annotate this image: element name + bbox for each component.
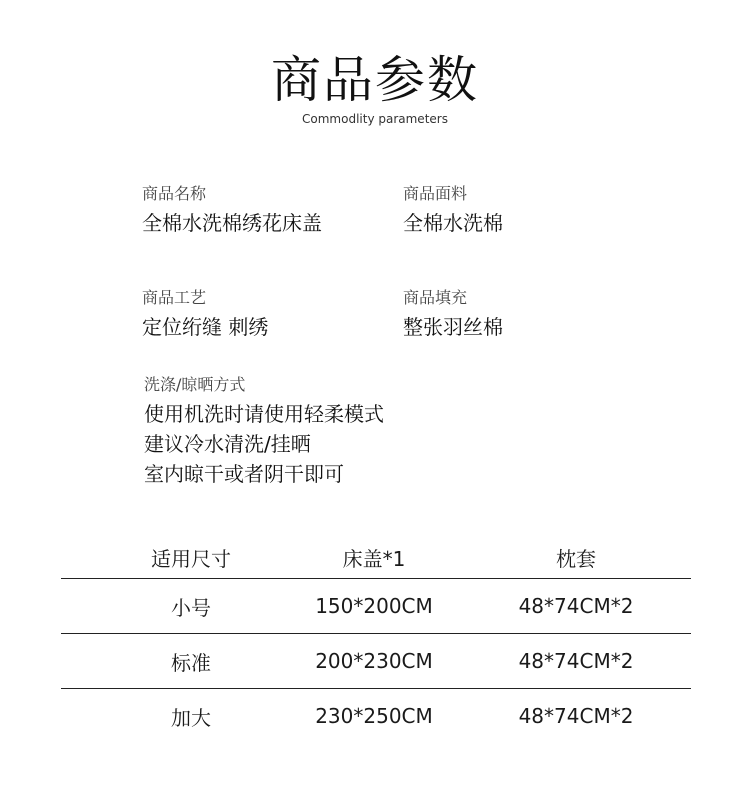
param-filling (403, 288, 503, 342)
param-fabric (403, 184, 503, 238)
param-label: 商品工艺 (142, 288, 207, 307)
table-cell: 230*250CM (315, 704, 433, 728)
table-row (61, 579, 691, 634)
param-label: 商品填充 (403, 288, 468, 307)
param-value: 全棉水洗棉 (403, 211, 503, 235)
param-value: 定位绗缝 刺绣 (142, 315, 269, 339)
wash-line: 建议冷水清洗/挂晒 (144, 432, 311, 456)
table-cell: 加大 (171, 705, 211, 730)
table-cell: 标准 (171, 650, 211, 675)
wash-label: 洗涤/晾晒方式 (144, 375, 246, 394)
table-header-cell: 适用尺寸 (151, 546, 231, 571)
table-cell: 48*74CM*2 (518, 649, 634, 673)
param-value: 全棉水洗棉绣花床盖 (142, 211, 322, 235)
wash-line: 室内晾干或者阴干即可 (144, 462, 344, 486)
table-row (61, 634, 691, 689)
wash-instructions (144, 375, 384, 489)
table-cell: 48*74CM*2 (518, 594, 634, 618)
param-label: 商品名称 (142, 184, 207, 203)
param-label: 商品面料 (403, 184, 468, 203)
size-table (61, 536, 691, 743)
table-row (61, 689, 691, 743)
param-value: 整张羽丝棉 (403, 315, 503, 339)
table-header-cell: 床盖*1 (342, 546, 406, 571)
table-cell: 小号 (171, 595, 211, 620)
wash-line: 使用机洗时请使用轻柔模式 (144, 402, 384, 426)
param-product-name (142, 184, 322, 238)
page-title: 商品参数 (271, 51, 479, 109)
table-header-row (61, 536, 691, 579)
table-header-cell: 枕套 (556, 546, 596, 571)
page-subtitle: Commodlity parameters (302, 112, 448, 126)
param-craft (142, 288, 268, 342)
table-cell: 150*200CM (315, 594, 433, 618)
table-cell: 200*230CM (315, 649, 433, 673)
table-cell: 48*74CM*2 (518, 704, 634, 728)
